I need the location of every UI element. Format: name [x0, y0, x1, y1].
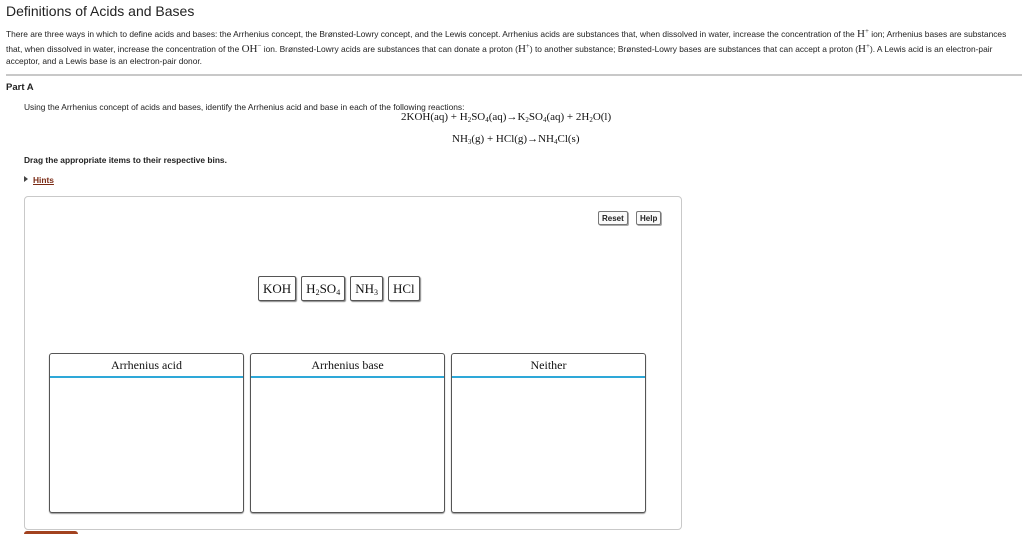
token-koh[interactable]: KOH	[258, 276, 296, 301]
reaction-1: $2KOH(aq) + H_2SO_4(aq)\to K_2SO_4(aq) + 2H_2O(l)$	[401, 111, 612, 124]
reaction-2: $NH_3(g) + HCl(g)\to NH_4Cl(s)$	[452, 133, 580, 146]
bins-row	[49, 353, 646, 513]
bin-label: Arrhenius base	[251, 354, 444, 378]
token-hcl[interactable]: HCl	[388, 276, 420, 301]
page-title: Definitions of Acids and Bases	[6, 3, 195, 19]
hints-toggle[interactable]	[24, 175, 54, 185]
token-pool	[258, 276, 420, 301]
section-divider	[6, 74, 1022, 76]
bin-arrhenius-base[interactable]	[250, 353, 445, 513]
h-ion: H+	[857, 27, 869, 40]
drag-instruction: Drag the appropriate items to their respective bins.	[24, 155, 227, 165]
question-text: Using the Arrhenius concept of acids and bases, identify the Arrhenius acid and base in each of the following reactions:	[24, 102, 465, 112]
reset-button[interactable]: Reset	[598, 211, 628, 225]
bin-label: Neither	[452, 354, 645, 378]
part-label: Part A	[6, 82, 34, 93]
expand-triangle-icon	[24, 176, 28, 182]
h-ion: H+	[517, 42, 530, 56]
oh-ion: OH−	[241, 42, 262, 56]
bin-arrhenius-acid[interactable]	[49, 353, 244, 513]
token-nh3[interactable]: $NH_3$	[350, 276, 383, 301]
intro-paragraph: There are three ways in which to define acids and bases: the Arrhenius concept, the Brønsted-Lowry concept, and the Lewis concept. Arrhenius acids are substances that, when dissolved in water, increase the concentration of the H+ ion; Arrhenius bases are substances that, when dissolved in water, increase the concentration of the OH− ion. Brønsted-Lowry acids are substances that can donate a proton (H+) to another substance; Brønsted-Lowry bases are substances that can accept a proton (H+). A Lewis acid is an electron-pair acceptor, and a Lewis base is an electron-pair donor.	[6, 27, 1007, 67]
bin-neither[interactable]	[451, 353, 646, 513]
token-h2so4[interactable]: $H_2SO_4$	[301, 276, 345, 301]
bin-label: Arrhenius acid	[50, 354, 243, 378]
drag-drop-area	[24, 196, 682, 530]
help-button[interactable]: Help	[636, 211, 661, 225]
h-ion: H+	[858, 42, 870, 56]
hints-link[interactable]: Hints	[33, 175, 54, 185]
